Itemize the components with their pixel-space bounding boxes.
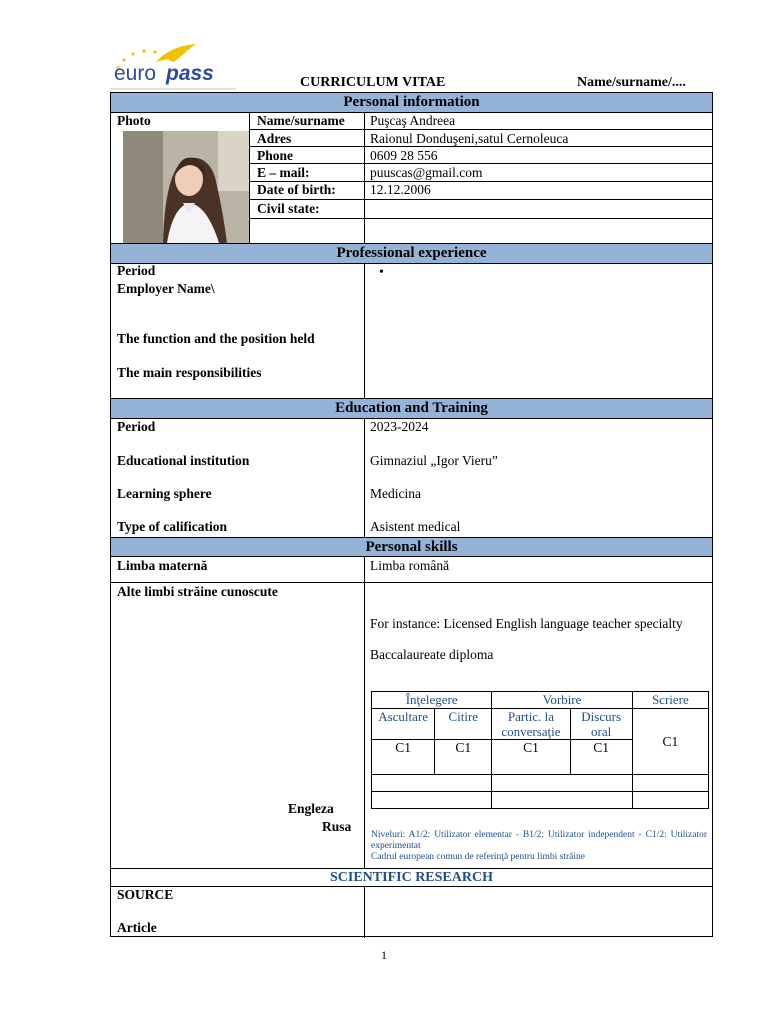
photo-label: Photo xyxy=(117,113,151,128)
instance-text: For instance: Licensed English language teacher specialty xyxy=(370,616,683,631)
email-label: E – mail: xyxy=(257,165,310,180)
writing-header: Scriere xyxy=(632,692,708,709)
calification-value: Asistent medical xyxy=(370,519,461,534)
svg-text:pass: pass xyxy=(166,62,214,85)
address-label: Adres xyxy=(257,131,292,146)
source-label: SOURCE xyxy=(117,887,174,902)
mother-tongue-label: Limba maternă xyxy=(117,558,208,573)
experience-period-label: Period xyxy=(117,263,156,278)
language-english-label: Engleza xyxy=(288,801,334,816)
experience-bullet: • xyxy=(379,265,384,280)
learning-sphere-label: Learning sphere xyxy=(117,486,212,501)
phone-label: Phone xyxy=(257,148,294,163)
civil-state-label: Civil state: xyxy=(257,201,320,216)
section-personal-skills: Personal skills xyxy=(111,537,712,557)
mother-tongue-value: Limba română xyxy=(370,558,450,573)
date-of-birth-label: Date of birth: xyxy=(257,182,336,197)
section-personal-information: Personal information xyxy=(111,93,712,113)
level-writing: C1 xyxy=(632,709,708,775)
levels-note-text: Niveluri: A1/2: Utilizator elementar - B1/2: Utilizator independent - C1/2: Utilizator experimentat xyxy=(371,830,707,851)
language-grid xyxy=(371,691,709,809)
name-surname-header: Name/surname/.... xyxy=(577,75,686,90)
calification-label: Type of calification xyxy=(117,519,227,534)
understanding-header: Înţelegere xyxy=(372,692,492,709)
conversation-header: Partic. la conversaţie xyxy=(492,709,570,740)
listening-header: Ascultare xyxy=(372,709,435,740)
name-surname-value: Puşcaş Andreea xyxy=(370,113,456,128)
reading-header: Citire xyxy=(435,709,492,740)
document-title: CURRICULUM VITAE xyxy=(300,75,446,90)
discourse-header: Discurs oral xyxy=(570,709,632,740)
institution-label: Educational institution xyxy=(117,453,250,468)
article-label: Article xyxy=(117,920,157,935)
phone-value: 0609 28 556 xyxy=(370,148,438,163)
learning-sphere-value: Medicina xyxy=(370,486,421,501)
cv-table xyxy=(110,92,713,937)
employer-name-label: Employer Name\ xyxy=(117,281,215,296)
other-languages-label: Alte limbi străine cunoscute xyxy=(117,584,278,599)
level-conversation: C1 xyxy=(492,740,570,775)
levels-note xyxy=(371,830,707,863)
education-period-value: 2023-2024 xyxy=(370,419,429,434)
section-education-training: Education and Training xyxy=(111,398,712,419)
address-value: Raionul Donduşeni,satul Cernoleuca xyxy=(370,131,569,146)
language-russian-label: Rusa xyxy=(322,819,352,834)
institution-value: Gimnaziul „Igor Vieru” xyxy=(370,453,498,468)
responsibilities-label: The main responsibilities xyxy=(117,365,262,380)
level-reading: C1 xyxy=(435,740,492,775)
europass-logo xyxy=(108,40,238,92)
section-professional-experience: Professional experience xyxy=(111,243,712,264)
section-scientific-research: SCIENTIFIC RESEARCH xyxy=(111,868,712,887)
profile-photo xyxy=(123,131,249,243)
framework-note-text: Cadrul european comun de referinţă pentru limbi străine xyxy=(371,852,585,862)
function-label: The function and the position held xyxy=(117,331,315,346)
level-discourse: C1 xyxy=(570,740,632,775)
speaking-header: Vorbire xyxy=(492,692,632,709)
page-number: 1 xyxy=(381,948,387,962)
level-listening: C1 xyxy=(372,740,435,775)
date-of-birth-value: 12.12.2006 xyxy=(370,182,431,197)
diploma-text: Baccalaureate diploma xyxy=(370,647,494,662)
email-value: puuscas@gmail.com xyxy=(370,165,483,180)
name-surname-label: Name/surname xyxy=(257,113,345,128)
svg-text:euro: euro xyxy=(114,62,157,85)
education-period-label: Period xyxy=(117,419,156,434)
